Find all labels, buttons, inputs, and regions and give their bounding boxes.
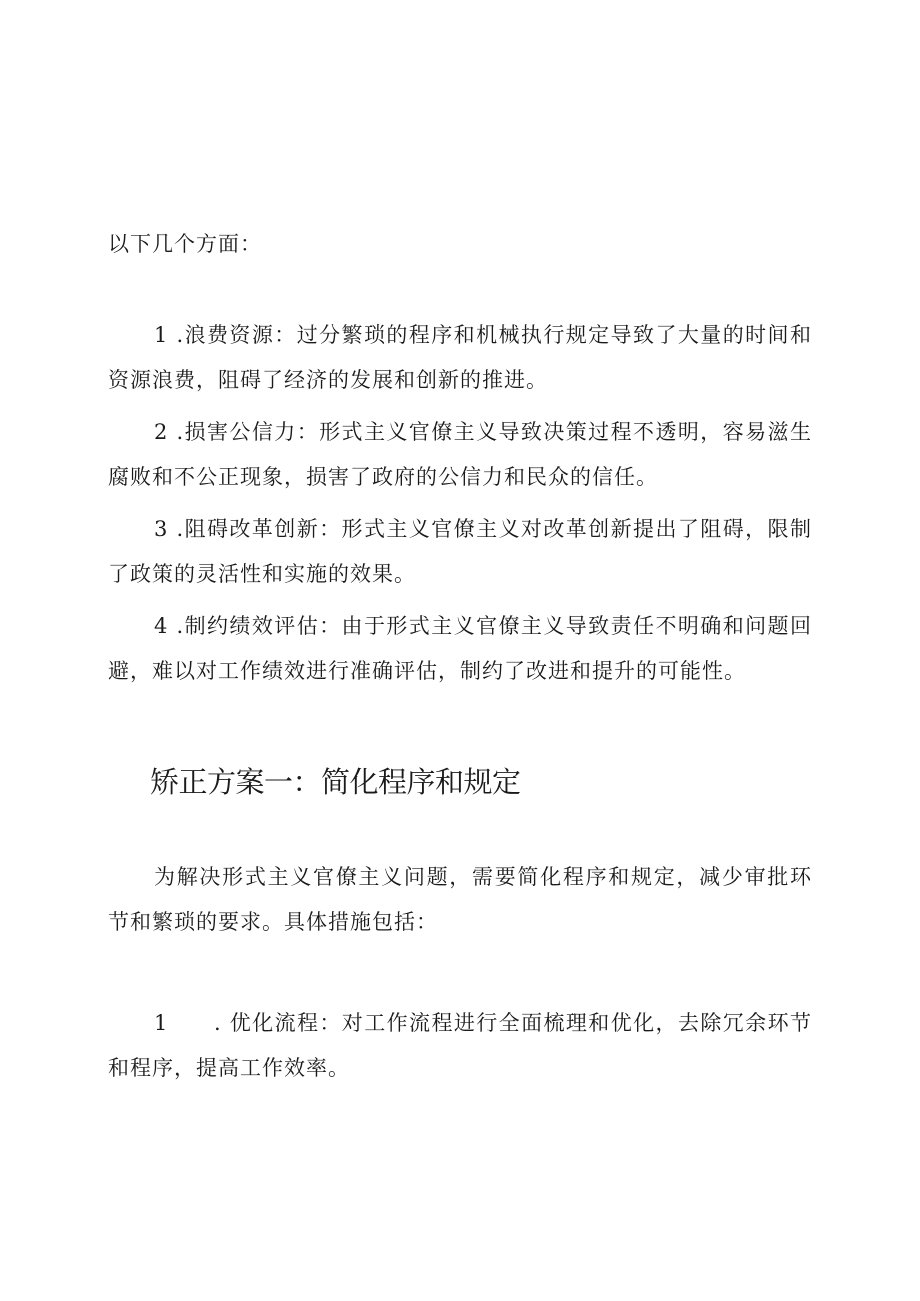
- problem-item-3: [108, 507, 812, 597]
- problem-number: 3: [154, 517, 169, 541]
- problem-number: 1: [154, 323, 169, 347]
- problem-item-2: [108, 410, 812, 500]
- problem-text: .制约绩效评估：由于形式主义官僚主义导致责任不明确和问题回避，难以对工作绩效进行准确评估，制约了改进和提升的可能性。: [108, 614, 812, 683]
- problem-number: 2: [154, 420, 169, 444]
- problem-text: .阻碍改革创新：形式主义官僚主义对改革创新提出了阻碍，限制了政策的灵活性和实施的效果。: [108, 517, 812, 586]
- measure-item-1: [108, 1001, 812, 1091]
- problem-item-4: [108, 604, 812, 694]
- measure-text: . 优化流程：对工作流程进行全面梳理和优化，去除冗余环节和程序，提高工作效率。: [108, 1011, 812, 1080]
- section-paragraph: 为解决形式主义官僚主义问题，需要简化程序和规定，减少审批环节和繁琐的要求。具体措施包括：: [108, 865, 812, 934]
- problem-item-1: [108, 313, 812, 403]
- problem-number: 4: [154, 614, 169, 638]
- problem-text: .损害公信力：形式主义官僚主义导致决策过程不透明，容易滋生腐败和不公正现象，损害了政府的公信力和民众的信任。: [108, 420, 812, 489]
- measure-number: 1: [154, 1011, 169, 1035]
- problem-text: .浪费资源：过分繁琐的程序和机械执行规定导致了大量的时间和资源浪费，阻碍了经济的发展和创新的推进。: [108, 323, 812, 392]
- intro-text: 以下几个方面：: [108, 232, 262, 256]
- section-heading: 矫正方案一：简化程序和规定: [150, 765, 521, 799]
